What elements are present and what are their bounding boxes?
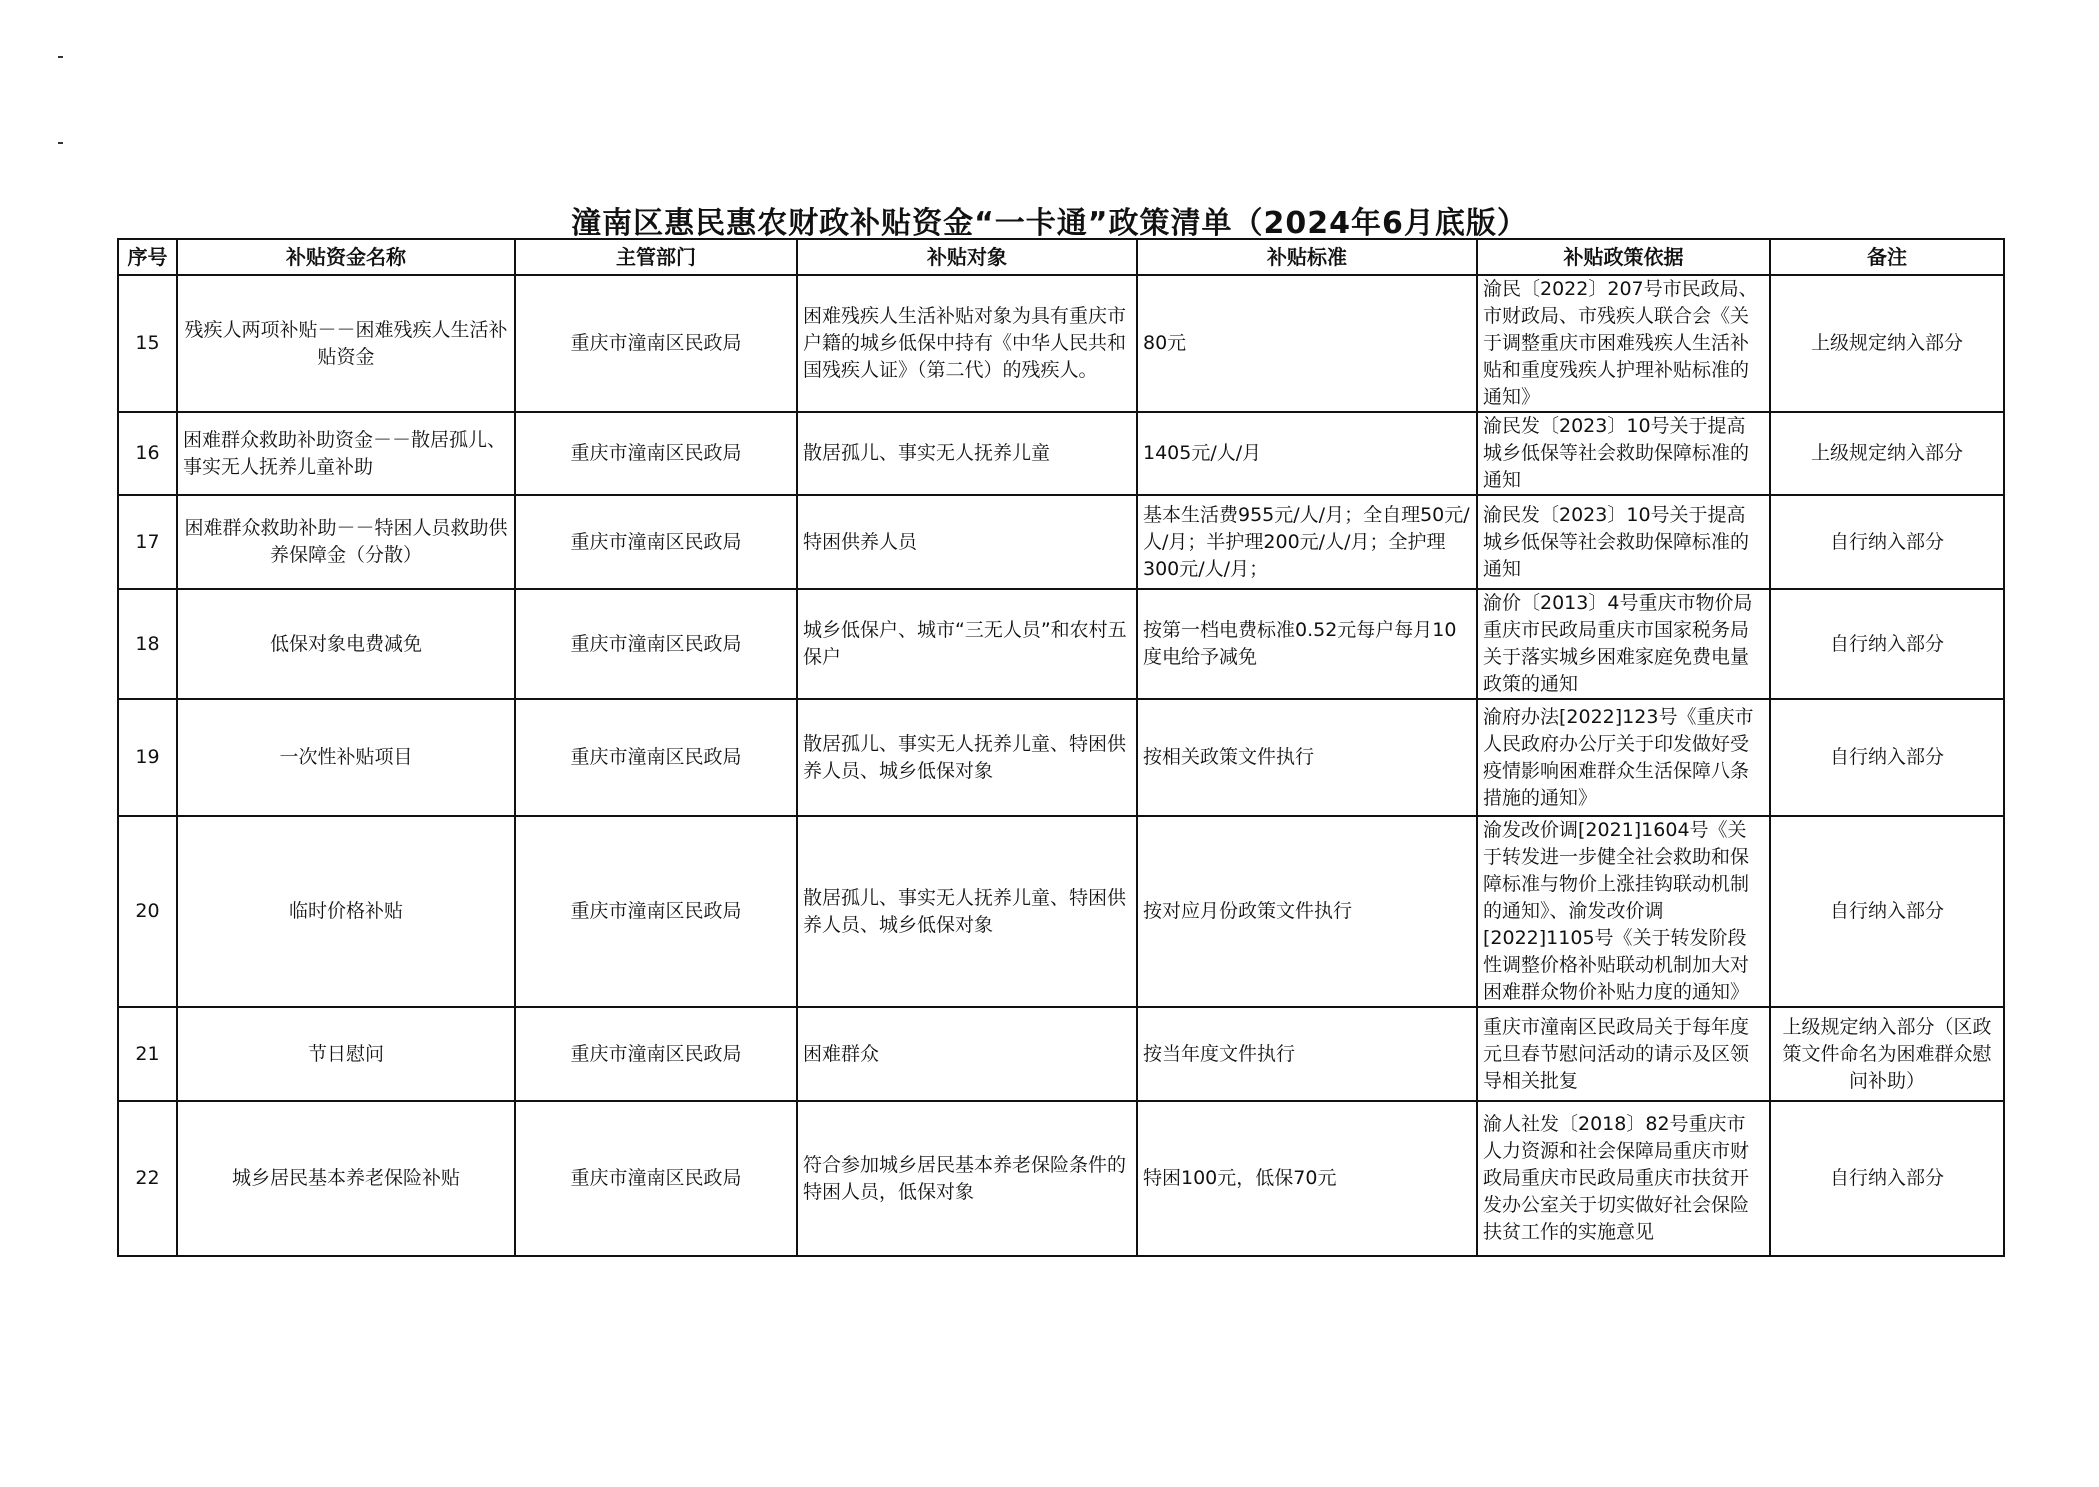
table-row	[118, 412, 2004, 495]
cell-remark: 自行纳入部分	[1770, 699, 2004, 816]
cell-target: 城乡低保户、城市“三无人员”和农村五保户	[797, 589, 1137, 699]
cell-standard: 特困100元，低保70元	[1137, 1101, 1477, 1256]
cell-name: 临时价格补贴	[177, 816, 515, 1007]
scan-speck	[58, 56, 63, 58]
cell-seq: 18	[118, 589, 177, 699]
cell-dept: 重庆市潼南区民政局	[515, 412, 797, 495]
cell-name: 低保对象电费减免	[177, 589, 515, 699]
cell-basis: 重庆市潼南区民政局关于每年度元旦春节慰问活动的请示及区领导相关批复	[1477, 1007, 1770, 1101]
cell-target: 困难群众	[797, 1007, 1137, 1101]
table-row	[118, 275, 2004, 412]
cell-dept: 重庆市潼南区民政局	[515, 699, 797, 816]
cell-name: 城乡居民基本养老保险补贴	[177, 1101, 515, 1256]
cell-dept: 重庆市潼南区民政局	[515, 1007, 797, 1101]
table-row	[118, 1007, 2004, 1101]
cell-dept: 重庆市潼南区民政局	[515, 1101, 797, 1256]
policy-table	[117, 238, 2005, 1257]
cell-remark: 自行纳入部分	[1770, 495, 2004, 589]
column-header-name: 补贴资金名称	[177, 239, 515, 275]
table-row	[118, 699, 2004, 816]
cell-dept: 重庆市潼南区民政局	[515, 589, 797, 699]
cell-basis: 渝人社发〔2018〕82号重庆市人力资源和社会保障局重庆市财政局重庆市民政局重庆市扶贫开发办公室关于切实做好社会保险扶贫工作的实施意见	[1477, 1101, 1770, 1256]
cell-dept: 重庆市潼南区民政局	[515, 275, 797, 412]
cell-standard: 1405元/人/月	[1137, 412, 1477, 495]
cell-remark: 上级规定纳入部分（区政策文件命名为困难群众慰问补助）	[1770, 1007, 2004, 1101]
cell-seq: 15	[118, 275, 177, 412]
cell-remark: 自行纳入部分	[1770, 1101, 2004, 1256]
cell-remark: 自行纳入部分	[1770, 589, 2004, 699]
cell-name: 残疾人两项补贴－－困难残疾人生活补贴资金	[177, 275, 515, 412]
table-row	[118, 589, 2004, 699]
cell-seq: 19	[118, 699, 177, 816]
cell-standard: 基本生活费955元/人/月；全自理50元/人/月；半护理200元/人/月；全护理300元/人/月；	[1137, 495, 1477, 589]
cell-basis: 渝民发〔2023〕10号关于提高城乡低保等社会救助保障标准的通知	[1477, 495, 1770, 589]
cell-name: 节日慰问	[177, 1007, 515, 1101]
cell-seq: 16	[118, 412, 177, 495]
cell-basis: 渝府办法[2022]123号《重庆市人民政府办公厅关于印发做好受疫情影响困难群众生活保障八条措施的通知》	[1477, 699, 1770, 816]
cell-standard: 按第一档电费标准0.52元每户每月10度电给予减免	[1137, 589, 1477, 699]
cell-standard: 按当年度文件执行	[1137, 1007, 1477, 1101]
table-header-row	[118, 239, 2004, 275]
cell-target: 散居孤儿、事实无人抚养儿童、特困供养人员、城乡低保对象	[797, 699, 1137, 816]
cell-basis: 渝民发〔2023〕10号关于提高城乡低保等社会救助保障标准的通知	[1477, 412, 1770, 495]
table-row	[118, 1101, 2004, 1256]
column-header-seq: 序号	[118, 239, 177, 275]
column-header-basis: 补贴政策依据	[1477, 239, 1770, 275]
cell-standard: 80元	[1137, 275, 1477, 412]
cell-name: 一次性补贴项目	[177, 699, 515, 816]
cell-target: 符合参加城乡居民基本养老保险条件的特困人员，低保对象	[797, 1101, 1137, 1256]
cell-basis: 渝价〔2013〕4号重庆市物价局重庆市民政局重庆市国家税务局关于落实城乡困难家庭免费电量政策的通知	[1477, 589, 1770, 699]
cell-seq: 21	[118, 1007, 177, 1101]
document-title: 潼南区惠民惠农财政补贴资金“一卡通”政策清单（2024年6月底版）	[571, 206, 1528, 241]
cell-standard: 按对应月份政策文件执行	[1137, 816, 1477, 1007]
cell-dept: 重庆市潼南区民政局	[515, 495, 797, 589]
table-row	[118, 816, 2004, 1007]
cell-seq: 20	[118, 816, 177, 1007]
cell-target: 散居孤儿、事实无人抚养儿童	[797, 412, 1137, 495]
cell-dept: 重庆市潼南区民政局	[515, 816, 797, 1007]
cell-seq: 22	[118, 1101, 177, 1256]
cell-standard: 按相关政策文件执行	[1137, 699, 1477, 816]
cell-basis: 渝发改价调[2021]1604号《关于转发进一步健全社会救助和保障标准与物价上涨挂钩联动机制的通知》、渝发改价调[2022]1105号《关于转发阶段性调整价格补贴联动机制加大对困难群众物价补贴力度的通知》	[1477, 816, 1770, 1007]
cell-target: 特困供养人员	[797, 495, 1137, 589]
column-header-remark: 备注	[1770, 239, 2004, 275]
scan-speck	[58, 142, 63, 144]
column-header-target: 补贴对象	[797, 239, 1137, 275]
cell-target: 散居孤儿、事实无人抚养儿童、特困供养人员、城乡低保对象	[797, 816, 1137, 1007]
cell-name: 困难群众救助补助资金－－散居孤儿、事实无人抚养儿童补助	[177, 412, 515, 495]
column-header-standard: 补贴标准	[1137, 239, 1477, 275]
table-row	[118, 495, 2004, 589]
cell-seq: 17	[118, 495, 177, 589]
cell-name: 困难群众救助补助－－特困人员救助供养保障金（分散）	[177, 495, 515, 589]
cell-remark: 自行纳入部分	[1770, 816, 2004, 1007]
cell-basis: 渝民〔2022〕207号市民政局、市财政局、市残疾人联合会《关于调整重庆市困难残疾人生活补贴和重度残疾人护理补贴标准的通知》	[1477, 275, 1770, 412]
cell-remark: 上级规定纳入部分	[1770, 412, 2004, 495]
cell-target: 困难残疾人生活补贴对象为具有重庆市户籍的城乡低保中持有《中华人民共和国残疾人证》（第二代）的残疾人。	[797, 275, 1137, 412]
column-header-dept: 主管部门	[515, 239, 797, 275]
cell-remark: 上级规定纳入部分	[1770, 275, 2004, 412]
